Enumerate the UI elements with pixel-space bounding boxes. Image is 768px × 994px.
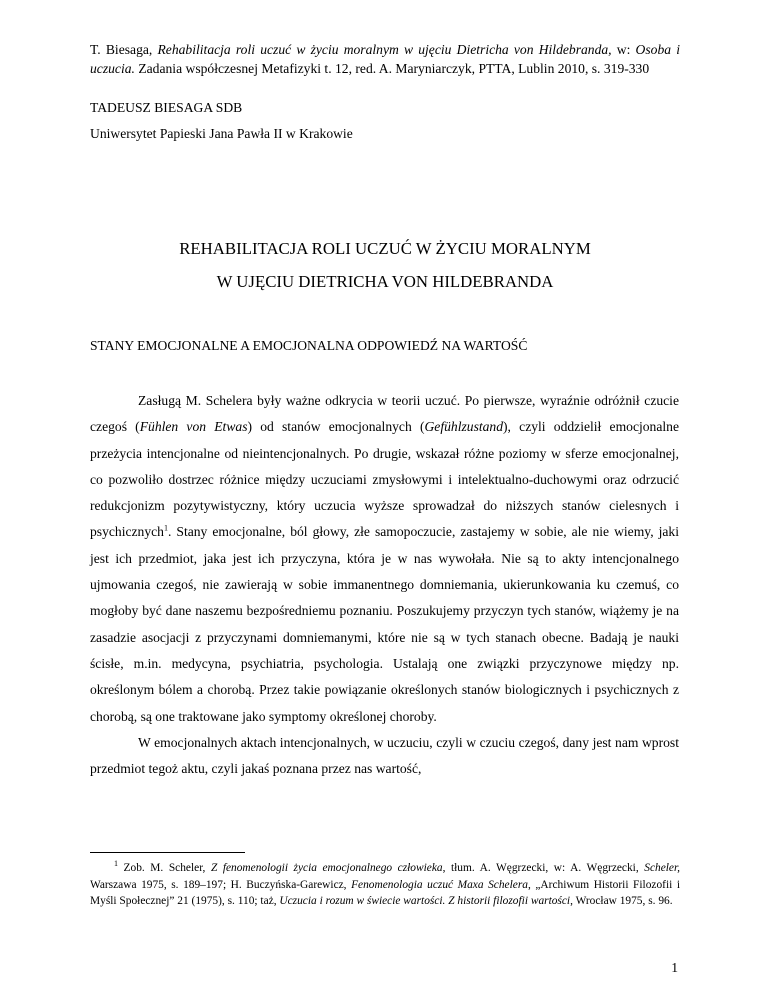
author-affiliation: Uniwersytet Papieski Jana Pawła II w Krakowie bbox=[90, 126, 353, 141]
footnote-separator bbox=[90, 852, 245, 853]
paragraph-2: W emocjonalnych aktach intencjonalnych, w uczuciu, czyli w czuciu czegoś, dany jest nam wprost przedmiot tegoż aktu, czyli jakaś poznana przez nas wartość, bbox=[90, 734, 679, 777]
footnote-number: 1 bbox=[114, 859, 118, 869]
section-heading: STANY EMOCJONALNE A EMOCJONALNA ODPOWIEDŹ NA WARTOŚĆ bbox=[90, 338, 528, 353]
article-title-line-2: W UJĘCIU DIETRICHA VON HILDEBRANDA bbox=[216, 272, 554, 291]
citation-author: T. Biesaga, bbox=[90, 42, 158, 57]
article-title-line-1: REHABILITACJA ROLI UCZUĆ W ŻYCIU MORALNYM bbox=[179, 239, 591, 258]
bibliographic-citation bbox=[90, 40, 680, 78]
citation-article-title: Rehabilitacja roli uczuć w życiu moralnym w ujęciu Dietricha von Hildebranda, bbox=[157, 42, 612, 57]
footnote-1: $^1$ Zob. M. Scheler, Z fenomenologii życia emocjonalnego człowieka, tłum. A. Węgrzecki, w: A. Węgrzecki, Scheler, Warszawa 1975, s. 189–197; H. Buczyńska-Garewicz, Fenomenologia uczuć Maxa Schelera, „Archiwum Historii Filozofii i Myśli Społecznej” 21 (1975), s. 110; taż, Uczucia i rozum w świecie wartości. Z historii filozofii wartości, Wrocław 1975, s. 96. bbox=[90, 859, 680, 907]
page-number: 1 bbox=[671, 960, 678, 975]
citation-in: w: bbox=[611, 42, 636, 57]
author-name: TADEUSZ BIESAGA SDB bbox=[90, 100, 243, 115]
footnote-reference[interactable]: 1 bbox=[163, 523, 168, 533]
body-text bbox=[90, 388, 679, 782]
article-title bbox=[90, 232, 680, 298]
citation-book-title: Osoba i uczucia. bbox=[90, 42, 680, 76]
paragraph-1: Zasługą M. Schelera były ważne odkrycia w teorii uczuć. Po pierwsze, wyraźnie odróżnił czucie czegoś (Fühlen von Etwas) od stanów emocjonalnych (Gefühlzustand), czyli oddzielił emocjonalne przeżycia intencjonalne od nieintencjonalnych. Po drugie, wskazał różne poziomy w sferze emocjonalnej, co pozwoliło dostrzec różnice między uczuciami zmysłowymi i intelektualno-duchowymi oraz odrzucić redukcjonizm pozytywistyczny, który uczucia wyższe sprowadzał do niższych stanów cielesnych i psychicznych$^1$. Stany emocjonalne, ból głowy, złe samopoczucie, zastajemy w sobie, ale nie wiemy, jaki jest ich przedmiot, jaka jest ich przyczyna, która je w nas wywołała. Nie są to akty intencjonalnego ujmowania czegoś, nie zawierają w sobie immanentnego domniemania, ukierunkowania ku czemuś, co mogłoby być dane naszemu bezpośredniemu poznaniu. Poszukujemy przyczyn tych stanów, wiążemy je na zasadzie asocjacji z przyczynami domniemanymi, które nie są w tych stanach obecne. Badają je nauki ścisłe, m.in. medycyna, psychiatria, psychologia. Ustalają one związki przyczynowe między np. określonym bólem a chorobą. Przez takie powiązanie określonych stanów biologicznych i psychicznych z chorobą, są one traktowane jako symptomy określonej choroby. bbox=[90, 393, 679, 724]
citation-details: Zadania współczesnej Metafizyki t. 12, red. A. Maryniarczyk, PTTA, Lublin 2010, s. 319-330 bbox=[134, 61, 650, 76]
